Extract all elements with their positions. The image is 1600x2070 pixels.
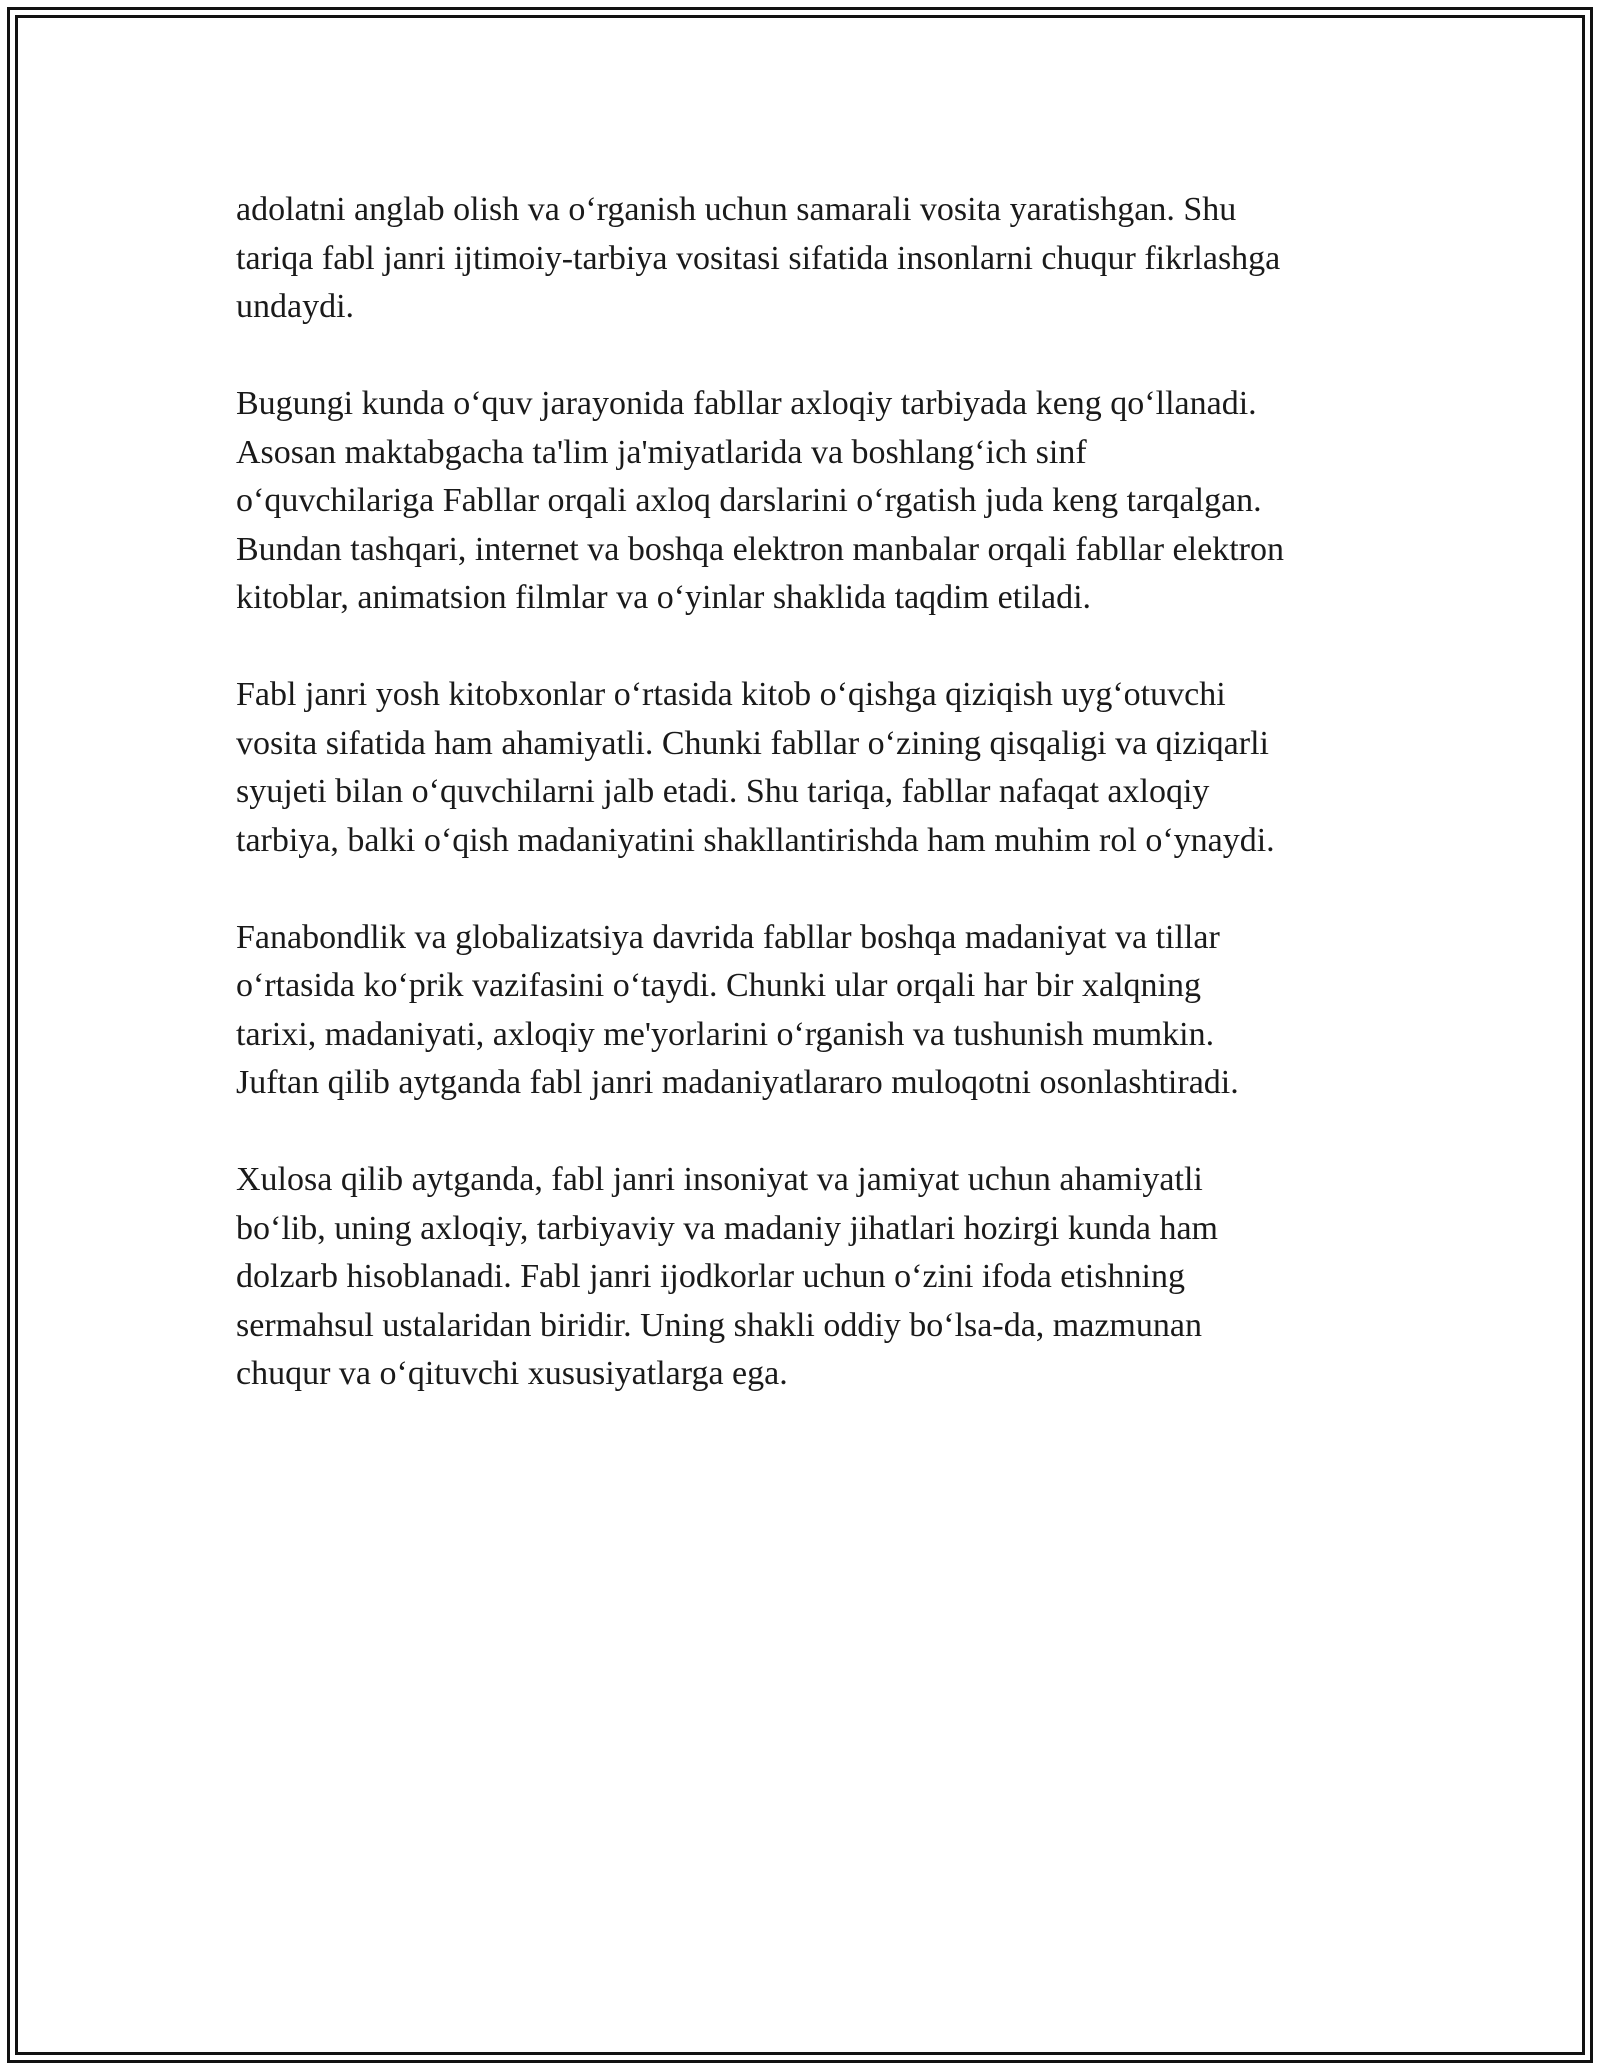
- text-line: syujeti bilan o‘quvchilarni jalb etadi. Shu tariqa, fabllar nafaqat axloqiy: [236, 773, 1210, 810]
- text-line: Fabl janri yosh kitobxonlar o‘rtasida kitob o‘qishga qiziqish uyg‘otuvchi: [236, 676, 1226, 713]
- text-line: chuqur va o‘qituvchi xususiyatlarga ega.: [236, 1355, 788, 1392]
- text-line: Juftan qilib aytganda fabl janri madaniyatlararo muloqotni osonlashtiradi.: [236, 1064, 1239, 1101]
- text-line: o‘quvchilariga Fabllar orqali axloq darslarini o‘rgatish juda keng tarqalgan.: [236, 482, 1262, 519]
- text-line: o‘rtasida ko‘prik vazifasini o‘taydi. Chunki ular orqali har bir xalqning: [236, 967, 1201, 1004]
- text-line: Asosan maktabgacha ta'lim ja'miyatlarida va boshlang‘ich sinf: [236, 433, 1087, 471]
- text-line: Fanabondlik va globalizatsiya davrida fabllar boshqa madaniyat va tillar: [236, 918, 1220, 956]
- text-line: vosita sifatida ham ahamiyatli. Chunki fabllar o‘zining qisqaligi va qiziqarli: [236, 724, 1269, 762]
- paragraph-3: [236, 671, 1376, 865]
- text-line: Xulosa qilib aytganda, fabl janri insoniyat va jamiyat uchun ahamiyatli: [236, 1161, 1203, 1198]
- text-line: tariqa fabl janri ijtimoiy-tarbiya vositasi sifatida insonlarni chuqur fikrlashga: [236, 239, 1281, 277]
- paragraph-1: [236, 186, 1376, 332]
- text-line: undaydi.: [236, 288, 355, 325]
- text-line: tarixi, madaniyati, axloqiy me'yorlarini o‘rganish va tushunish mumkin.: [236, 1015, 1215, 1053]
- text-line: adolatni anglab olish va o‘rganish uchun samarali vosita yaratishgan. Shu: [236, 191, 1237, 228]
- text-line: dolzarb hisoblanadi. Fabl janri ijodkorlar uchun o‘zini ifoda etishning: [236, 1258, 1185, 1295]
- text-line: tarbiya, balki o‘qish madaniyatini shakllantirishda ham muhim rol o‘ynaydi.: [236, 821, 1275, 859]
- document-body: [236, 186, 1376, 1447]
- text-line: sermahsul ustalaridan biridir. Uning shakli oddiy bo‘lsa-da, mazmunan: [236, 1306, 1202, 1344]
- paragraph-4: [236, 914, 1376, 1108]
- text-line: Bundan tashqari, internet va boshqa elektron manbalar orqali fabllar elektron: [236, 530, 1284, 568]
- paragraph-2: [236, 380, 1376, 623]
- text-line: bo‘lib, uning axloqiy, tarbiyaviy va madaniy jihatlari hozirgi kunda ham: [236, 1209, 1218, 1247]
- paragraph-5: [236, 1156, 1376, 1399]
- text-line: Bugungi kunda o‘quv jarayonida fabllar axloqiy tarbiyada keng qo‘llanadi.: [236, 385, 1257, 422]
- text-line: kitoblar, animatsion filmlar va o‘yinlar shaklida taqdim etiladi.: [236, 579, 1092, 616]
